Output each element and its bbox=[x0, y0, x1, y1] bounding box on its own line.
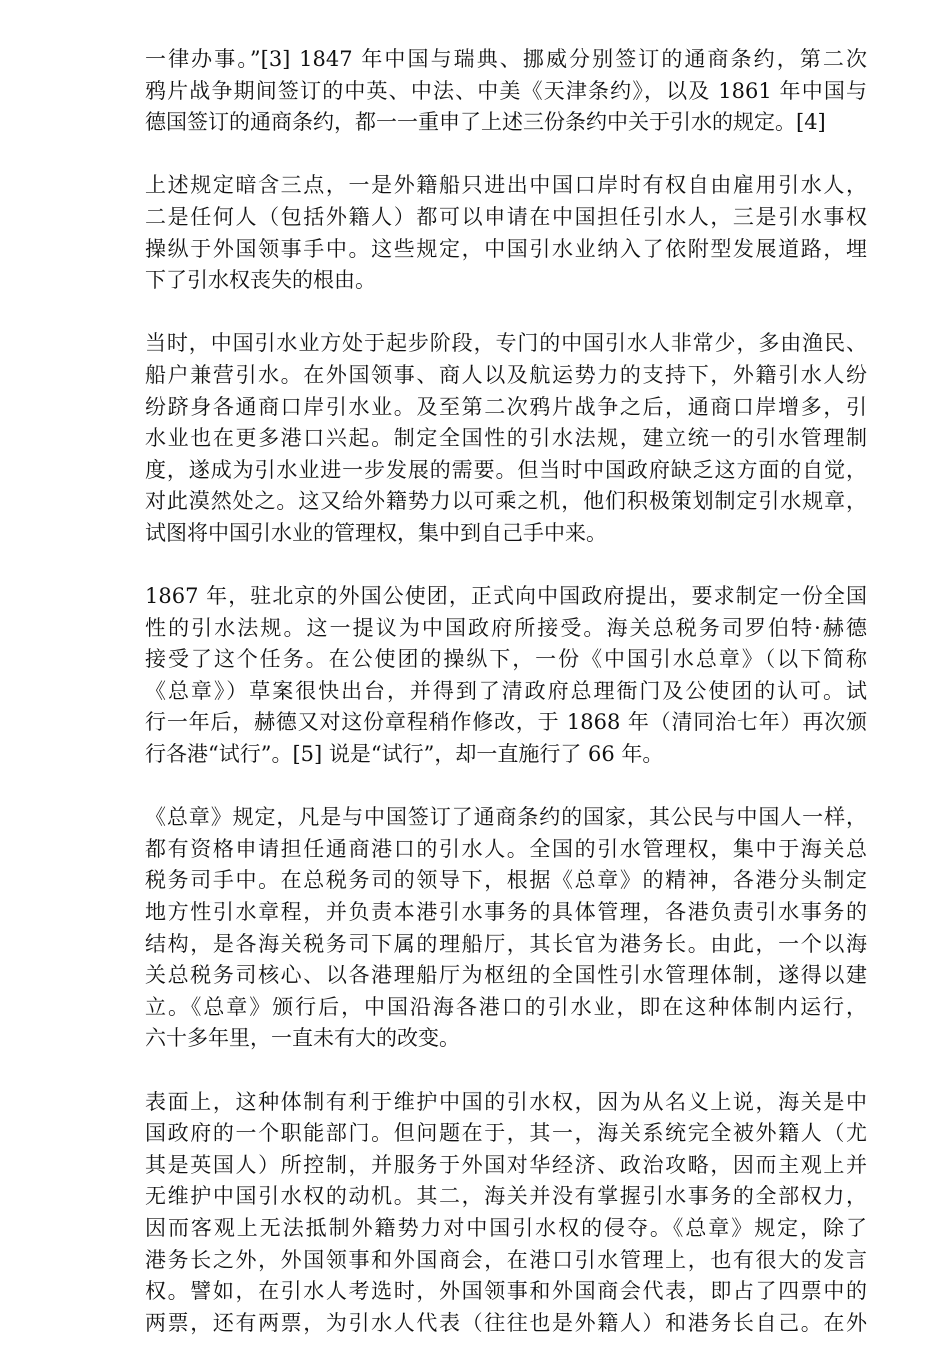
text-line: 水业也在更多港口兴起。制定全国性的引水法规，建立统一的引水管理制 bbox=[145, 426, 867, 451]
text-line: 下了引水权丧失的根由。 bbox=[145, 268, 376, 293]
text-line: 因而客观上无法抵制外籍势力对中国引水权的侵夺。《总章》规定，除了 bbox=[145, 1215, 867, 1240]
text-line: 关总税务司核心、以各港理船厅为枢纽的全国性引水管理体制，遂得以建 bbox=[145, 963, 867, 988]
text-line: 1867 年，驻北京的外国公使团，正式向中国政府提出，要求制定一份全国 bbox=[145, 584, 867, 609]
text-line: 《总章》）草案很快出台，并得到了清政府总理衙门及公使团的认可。试 bbox=[145, 678, 867, 703]
text-line: 六十多年里，一直未有大的改变。 bbox=[145, 1026, 460, 1051]
text-line: 船户兼营引水。在外国领事、商人以及航运势力的支持下，外籍引水人纷 bbox=[145, 362, 867, 387]
text-line: 一律办事。”[3] 1847 年中国与瑞典、挪威分别签订的通商条约，第二次 bbox=[145, 47, 867, 71]
paragraph bbox=[145, 170, 867, 296]
text-line: 表面上，这种体制有利于维护中国的引水权，因为从名义上说，海关是中 bbox=[145, 1089, 867, 1114]
paragraph bbox=[145, 581, 867, 771]
text-line: 无维护中国引水权的动机。其二，海关并没有掌握引水事务的全部权力， bbox=[145, 1184, 867, 1209]
text-line: 性的引水法规。这一提议为中国政府所接受。海关总税务司罗伯特·赫德 bbox=[145, 615, 867, 640]
text-line: 上述规定暗含三点，一是外籍船只进出中国口岸时有权自由雇用引水人， bbox=[145, 173, 867, 198]
text-line: 行各港“试行”。[5] 说是“试行”，却一直施行了 66 年。 bbox=[145, 742, 664, 767]
text-line: 接受了这个任务。在公使团的操纵下，一份《中国引水总章》（以下简称 bbox=[145, 647, 867, 672]
paragraph bbox=[145, 328, 867, 549]
document-body bbox=[145, 44, 867, 1371]
text-line: 税务司手中。在总税务司的领导下，根据《总章》的精神，各港分头制定 bbox=[145, 868, 867, 893]
text-line: 都有资格申请担任通商港口的引水人。全国的引水管理权，集中于海关总 bbox=[145, 836, 867, 861]
text-line: 纷跻身各通商口岸引水业。及至第二次鸦片战争之后，通商口岸增多，引 bbox=[145, 394, 867, 419]
text-line: 当时，中国引水业方处于起步阶段，专门的中国引水人非常少，多由渔民、 bbox=[145, 331, 867, 356]
text-line: 操纵于外国领事手中。这些规定，中国引水业纳入了依附型发展道路，埋 bbox=[145, 236, 867, 261]
text-line: 国政府的一个职能部门。但问题在于，其一，海关系统完全被外籍人（尤 bbox=[145, 1121, 867, 1146]
text-line: 两票，还有两票，为引水人代表（往往也是外籍人）和港务长自己。在外 bbox=[145, 1310, 867, 1335]
paragraph bbox=[145, 802, 867, 1055]
paragraph bbox=[145, 1087, 867, 1340]
text-line: 度，遂成为引水业进一步发展的需要。但当时中国政府缺乏这方面的自觉， bbox=[145, 457, 867, 482]
text-line: 权。譬如，在引水人考选时，外国领事和外国商会代表，即占了四票中的 bbox=[145, 1279, 867, 1304]
text-line: 试图将中国引水业的管理权，集中到自己手中来。 bbox=[145, 520, 607, 545]
text-line: 行一年后，赫德又对这份章程稍作修改，于 1868 年（清同治七年）再次颁 bbox=[145, 710, 867, 735]
text-line: 地方性引水章程，并负责本港引水事务的具体管理，各港负责引水事务的 bbox=[145, 900, 867, 925]
text-line: 二是任何人（包括外籍人）都可以申请在中国担任引水人，三是引水事权 bbox=[145, 204, 867, 229]
text-line: 德国签订的通商条约，都一一重申了上述三份条约中关于引水的规定。[4] bbox=[145, 110, 826, 135]
text-line: 对此漠然处之。这又给外籍势力以可乘之机，他们积极策划制定引水规章， bbox=[145, 489, 867, 514]
paragraph bbox=[145, 44, 867, 139]
text-line: 港务长之外，外国领事和外国商会，在港口引水管理上，也有很大的发言 bbox=[145, 1247, 867, 1272]
text-line: 《总章》规定，凡是与中国签订了通商条约的国家，其公民与中国人一样， bbox=[145, 805, 867, 830]
text-line: 结构，是各海关税务司下属的理船厅，其长官为港务长。由此，一个以海 bbox=[145, 931, 867, 956]
text-line: 其是英国人）所控制，并服务于外国对华经济、政治攻略，因而主观上并 bbox=[145, 1152, 867, 1177]
text-line: 鸦片战争期间签订的中英、中法、中美《天津条约》，以及 1861 年中国与 bbox=[145, 78, 867, 103]
text-line: 立。《总章》颁行后，中国沿海各港口的引水业，即在这种体制内运行， bbox=[145, 994, 867, 1019]
